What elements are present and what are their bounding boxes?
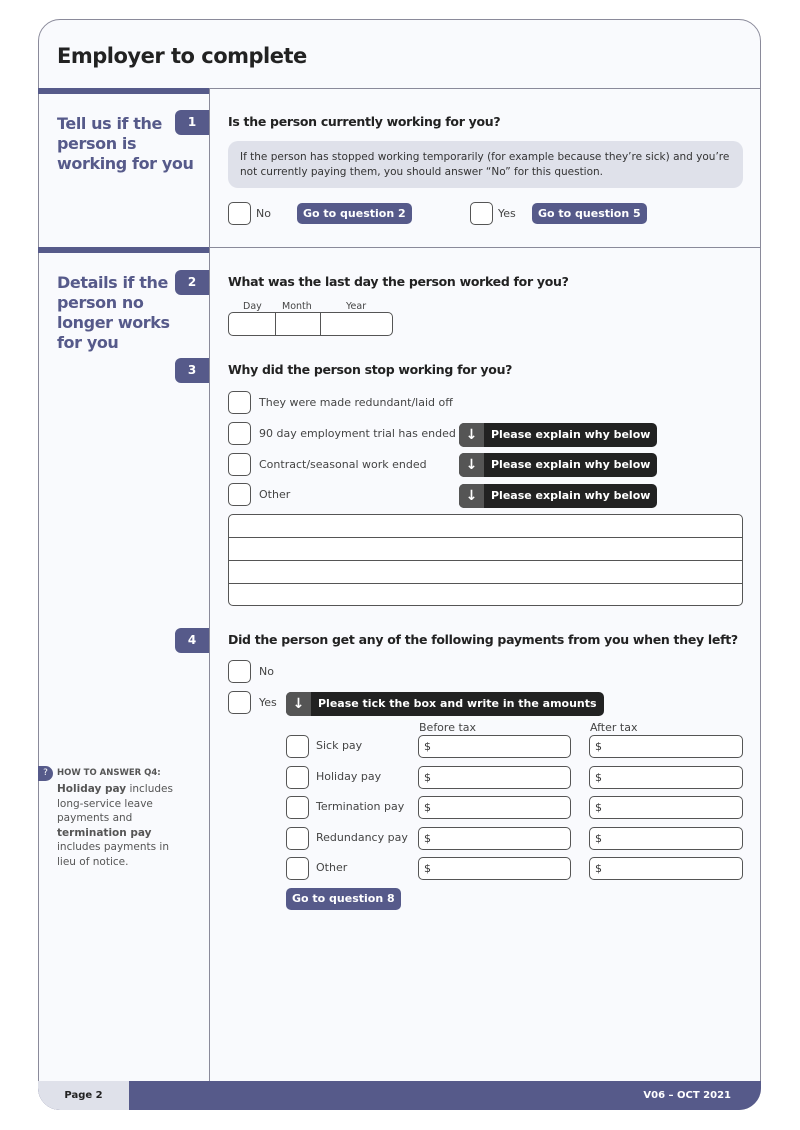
currency-symbol: $ <box>595 740 602 753</box>
no-checkbox[interactable] <box>228 202 251 225</box>
help-text <box>57 782 177 869</box>
date-field[interactable] <box>228 312 393 336</box>
help-bold: Holiday pay <box>57 783 127 795</box>
before-tax-input[interactable] <box>418 796 571 819</box>
question-number: 4 <box>175 628 209 653</box>
tick-instruction <box>286 692 604 716</box>
no-checkbox[interactable] <box>228 660 251 683</box>
question-text: What was the last day the person worked for you? <box>228 274 569 289</box>
footer <box>38 1081 761 1110</box>
question-text: Did the person get any of the following payments from you when they left? <box>228 632 738 647</box>
question-number: 1 <box>175 110 209 135</box>
payment-label: Other <box>316 861 348 874</box>
option-checkbox[interactable] <box>228 391 251 414</box>
help-bold: termination pay <box>57 826 152 839</box>
arrow-down-icon: ↓ <box>459 484 484 508</box>
checkbox-label: No <box>259 665 274 678</box>
payment-checkbox[interactable] <box>286 827 309 850</box>
after-tax-input[interactable] <box>589 827 743 850</box>
section-bar <box>38 88 209 94</box>
day-label: Day <box>243 301 262 312</box>
currency-symbol: $ <box>424 831 431 845</box>
explain-instruction <box>459 423 657 447</box>
payment-checkbox[interactable] <box>286 796 309 819</box>
question-text: Why did the person stop working for you? <box>228 362 513 377</box>
after-tax-header: After tax <box>590 721 638 734</box>
instruction-text: Please explain why below <box>491 458 651 471</box>
yes-checkbox[interactable] <box>228 691 251 714</box>
before-tax-input[interactable] <box>418 735 571 758</box>
checkbox-label: Yes <box>259 696 277 709</box>
explanation-textarea[interactable] <box>228 514 743 606</box>
checkbox-label: No <box>256 207 271 220</box>
option-label: 90 day employment trial has ended <box>259 427 456 440</box>
before-tax-header: Before tax <box>419 721 477 734</box>
before-tax-input[interactable] <box>418 857 571 880</box>
column-divider <box>209 88 210 1081</box>
payment-label: Termination pay <box>316 800 405 813</box>
currency-symbol: $ <box>424 801 431 814</box>
after-tax-input[interactable] <box>589 857 743 880</box>
question-number: 2 <box>175 270 209 295</box>
year-label: Year <box>346 301 367 312</box>
question-number: 3 <box>175 358 209 383</box>
explain-instruction <box>459 453 657 477</box>
option-checkbox[interactable] <box>228 483 251 506</box>
payment-checkbox[interactable] <box>286 766 309 789</box>
after-tax-input[interactable] <box>589 766 743 789</box>
payment-label: Sick pay <box>316 739 363 752</box>
go-to-question-5-button[interactable]: Go to question 5 <box>532 203 647 224</box>
explain-instruction <box>459 484 657 508</box>
option-label: Other <box>259 488 291 501</box>
help-title: HOW TO ANSWER Q4: <box>57 768 161 778</box>
section-bar <box>38 247 209 253</box>
option-checkbox[interactable] <box>228 453 251 476</box>
currency-symbol: $ <box>424 770 431 784</box>
option-label: Contract/seasonal work ended <box>259 458 427 471</box>
before-tax-input[interactable] <box>418 766 571 789</box>
before-tax-input[interactable] <box>418 827 571 850</box>
payment-label: Holiday pay <box>316 769 382 783</box>
instruction-text: Please explain why below <box>491 489 651 502</box>
help-span: includes payments in lieu of notice. <box>57 841 170 868</box>
currency-symbol: $ <box>595 862 602 875</box>
payment-checkbox[interactable] <box>286 735 309 758</box>
after-tax-input[interactable] <box>589 796 743 819</box>
help-icon: ? <box>38 766 53 781</box>
currency-symbol: $ <box>595 801 602 814</box>
section-heading: Details if the person no longer works for you <box>57 273 170 352</box>
arrow-down-icon: ↓ <box>286 692 311 716</box>
go-to-question-8-button[interactable]: Go to question 8 <box>286 888 401 910</box>
option-checkbox[interactable] <box>228 422 251 445</box>
checkbox-label: Yes <box>498 207 516 220</box>
arrow-down-icon: ↓ <box>459 453 484 477</box>
help-span: includes long-service leave payments and <box>57 783 173 824</box>
info-note: If the person has stopped working temporarily (for example because they’re sick) and you’re not currently paying them, you should answer “No” for this question. <box>228 141 743 188</box>
arrow-down-icon: ↓ <box>459 423 484 447</box>
currency-symbol: $ <box>424 862 431 875</box>
yes-checkbox[interactable] <box>470 202 493 225</box>
currency-symbol: $ <box>424 740 431 753</box>
payment-label: Redundancy pay <box>316 830 408 844</box>
option-label: They were made redundant/laid off <box>259 396 453 409</box>
currency-symbol: $ <box>595 770 602 784</box>
currency-symbol: $ <box>595 831 602 845</box>
section-heading: Tell us if the person is working for you <box>57 114 194 173</box>
version-label: V06 – OCT 2021 <box>643 1090 731 1101</box>
page-number: Page 2 <box>38 1081 129 1110</box>
question-text: Is the person currently working for you? <box>228 114 501 129</box>
page-title: Employer to complete <box>57 44 307 68</box>
payment-checkbox[interactable] <box>286 857 309 880</box>
instruction-text: Please explain why below <box>491 428 651 441</box>
month-label: Month <box>282 301 312 312</box>
go-to-question-2-button[interactable]: Go to question 2 <box>297 203 412 224</box>
instruction-text: Please tick the box and write in the amounts <box>318 697 597 710</box>
after-tax-input[interactable] <box>589 735 743 758</box>
